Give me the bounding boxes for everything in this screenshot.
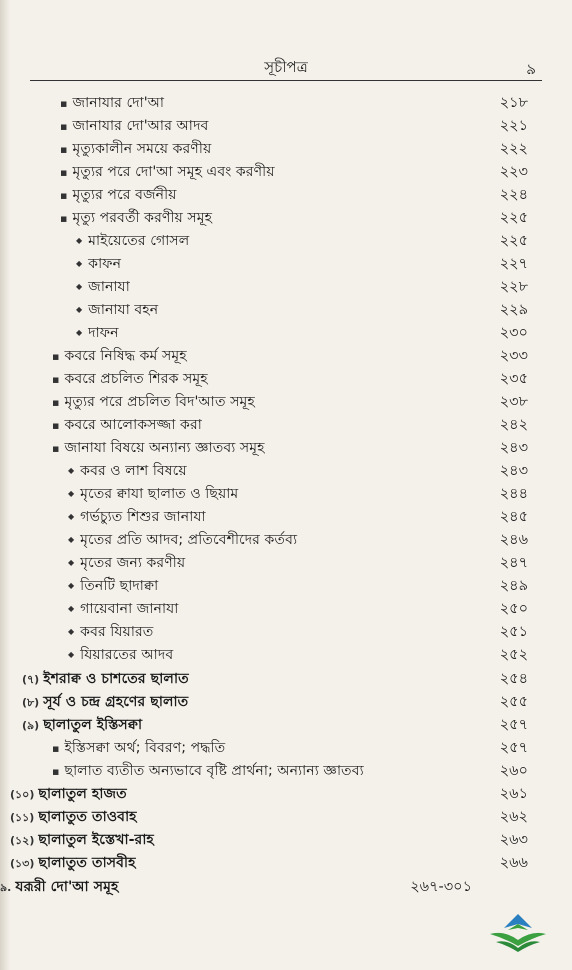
section-index: (১১): [10, 811, 35, 824]
toc-row: [30, 253, 572, 276]
toc-title: ◆ জানাযা: [76, 276, 130, 300]
section-index: (৯): [22, 719, 40, 732]
toc-row: [0, 783, 572, 806]
section-index: (১০): [10, 788, 35, 801]
page-header: [0, 54, 572, 78]
toc-row: [0, 829, 572, 852]
toc-page: ২৩০: [499, 325, 528, 341]
toc-page: ২২৯: [499, 302, 528, 318]
toc-row: [30, 92, 572, 115]
toc-title: ▪ ইস্তিসক্বা অর্থ; বিবরণ; পদ্ধতি: [52, 737, 225, 760]
toc-row: [0, 876, 572, 899]
toc-row: [30, 644, 572, 667]
toc-page: ২৬৭-৩০১: [410, 879, 472, 895]
toc-title: ◆ মাইয়েতের গোসল: [76, 230, 189, 254]
toc-title: ▪ মৃত্যুর পরে দো'আ সমূহ এবং করণীয়: [60, 161, 275, 184]
toc-title: ▪ ছালাত ব্যতীত অন্যভাবে বৃষ্টি প্রার্থনা; অন্যান্য জ্ঞাতব্য: [52, 760, 364, 783]
toc-page: ২১৮: [499, 95, 528, 111]
toc-row: [0, 806, 572, 829]
toc-page: ২৩৮: [499, 394, 528, 410]
toc-title: ছালাতুত তাসবীহ: [38, 855, 136, 871]
toc-page: ২২৮: [499, 279, 528, 295]
toc-row: [0, 760, 572, 783]
toc-row: [30, 598, 572, 621]
toc-page: ২৪৯: [499, 578, 528, 594]
toc-page: ২৪৩: [499, 463, 528, 479]
toc-row: [30, 207, 572, 230]
toc-page: ২৫৪: [499, 671, 528, 687]
toc-row: [30, 138, 572, 161]
toc-page: ২৩৩: [499, 348, 528, 364]
toc-title: ◆ কবর ও লাশ বিষয়ে: [68, 460, 187, 484]
toc-row: [30, 414, 572, 437]
toc-title-group: [0, 876, 119, 899]
toc-title: ▪ মৃত্যুকালীন সময়ে করণীয়: [60, 138, 211, 161]
toc-title: সূর্য ও চন্দ্র গ্রহণের ছালাত: [43, 694, 189, 710]
toc-title: ◆ গায়েবানা জানাযা: [68, 598, 178, 622]
toc-page: ২৬০: [499, 763, 528, 779]
toc-title: ▪ কবরে প্রচলিত শিরক সমূহ: [52, 368, 208, 391]
toc-page: ২২১: [499, 118, 528, 134]
toc-page: ২৪৭: [499, 555, 528, 571]
toc-row: [30, 299, 572, 322]
toc-row: [30, 184, 572, 207]
toc-row: [30, 322, 572, 345]
toc-title: ◆ গর্ভচ্যুত শিশুর জানাযা: [68, 506, 206, 530]
header-rule: [30, 80, 542, 81]
toc-row: [0, 714, 572, 737]
toc-row: [30, 230, 572, 253]
toc-page: ২৪৪: [499, 486, 528, 502]
toc-title: ▪ মৃত্যুর পরে বর্জনীয়: [60, 184, 177, 207]
page-number: ৯: [526, 60, 536, 78]
toc-title: ◆ জানাযা বহন: [76, 299, 158, 323]
toc-title: ◆ দাফন: [76, 322, 119, 346]
toc-title: ছালাতুত তাওবাহ: [38, 809, 137, 825]
toc-row: [0, 737, 572, 760]
toc-title: যরূরী দো'আ সমূহ: [15, 879, 119, 895]
toc-row: [30, 483, 572, 506]
toc-row: [30, 115, 572, 138]
toc-page: ২৫৭: [499, 740, 528, 756]
header-title: সূচীপত্র: [264, 58, 308, 76]
toc-title: ▪ মৃত্যু পরবর্তী করণীয় সমূহ: [60, 207, 212, 230]
toc-page: ২২৪: [499, 187, 528, 203]
toc-title: ▪ কবরে আলোকসজ্জা করা: [52, 414, 202, 437]
toc-row: [0, 691, 572, 714]
toc-row: [0, 668, 572, 691]
toc-page: ২৪২: [499, 417, 528, 433]
toc-title: ◆ মৃতের ক্বাযা ছালাত ও ছিয়াম: [68, 483, 238, 507]
toc-row: [30, 368, 572, 391]
toc-page: ২৪৬: [499, 532, 528, 548]
toc-page: ২৬১: [499, 786, 528, 802]
toc-title: ◆ কবর যিয়ারত: [68, 621, 153, 645]
toc-page: ২৬৬: [499, 855, 528, 871]
toc-page: ২৩৫: [499, 371, 528, 387]
toc-title-group: [10, 829, 154, 852]
toc-title: ছালাতুল ইস্তিসক্বা: [43, 717, 143, 733]
toc-page: ২৫৭: [499, 717, 528, 733]
section-index: (৮): [22, 696, 40, 709]
toc-title: ছালাতুল ইস্তেখা-রাহ: [38, 832, 154, 848]
book-logo-icon: [488, 912, 548, 954]
toc-row: [0, 852, 572, 875]
toc-title: ◆ কাফন: [76, 253, 121, 277]
toc-page: ২৫৫: [499, 694, 528, 710]
section-index: (১২): [10, 834, 35, 847]
toc-row: [30, 276, 572, 299]
toc-page: ২২৭: [499, 256, 528, 272]
toc-row: [30, 460, 572, 483]
toc-title: ইশরাক্ব ও চাশতের ছালাত: [43, 671, 189, 687]
toc-page: ২৫০: [499, 601, 528, 617]
toc-page: ২৫২: [499, 647, 528, 663]
toc-page: ২২৫: [499, 233, 528, 249]
toc-title-group: [22, 714, 142, 737]
toc-row: [30, 437, 572, 460]
section-index: ৯.: [0, 881, 12, 894]
toc-page: ২৪৫: [499, 509, 528, 525]
toc-row: [30, 161, 572, 184]
toc-title: ◆ মৃতের জন্য করণীয়: [68, 552, 185, 576]
toc-title-group: [10, 806, 137, 829]
toc-row: [30, 621, 572, 644]
toc-title: ▪ জানাযা বিষয়ে অন্যান্য জ্ঞাতব্য সমূহ: [52, 437, 265, 460]
toc-row: [30, 506, 572, 529]
toc-page: ২৬৩: [499, 832, 528, 848]
section-index: (১৩): [10, 857, 35, 870]
toc-page: ২৫১: [499, 624, 528, 640]
toc-title: ▪ জানাযার দো'আ: [60, 92, 164, 115]
toc-title-group: [22, 668, 189, 691]
toc-page: ২২৫: [499, 210, 528, 226]
toc-title: ছালাতুল হাজত: [38, 786, 127, 802]
toc-row: [30, 552, 572, 575]
toc-title: ▪ জানাযার দো'আর আদব: [60, 115, 208, 138]
toc-page: ২৪৩: [499, 440, 528, 456]
toc-row: [30, 391, 572, 414]
toc-title-group: [10, 852, 136, 875]
toc-page: ২৬২: [499, 809, 528, 825]
toc-title: ▪ কবরে নিষিদ্ধ কর্ম সমূহ: [52, 345, 187, 368]
toc-row: [30, 575, 572, 598]
toc-title: ◆ মৃতের প্রতি আদব; প্রতিবেশীদের কর্তব্য: [68, 529, 297, 553]
toc-row: [30, 345, 572, 368]
toc-title: ◆ তিনটি ছাদাক্বা: [68, 575, 158, 599]
toc-page: ২২২: [499, 141, 528, 157]
section-index: (৭): [22, 673, 40, 686]
toc-title: ▪ মৃত্যুর পরে প্রচলিত বিদ'আত সমূহ: [52, 391, 255, 414]
toc-title-group: [22, 691, 188, 714]
toc-row: [30, 529, 572, 552]
toc-title-group: [10, 783, 127, 806]
toc-page: ২২৩: [499, 164, 528, 180]
toc-title: ◆ যিয়ারতের আদব: [68, 644, 173, 668]
